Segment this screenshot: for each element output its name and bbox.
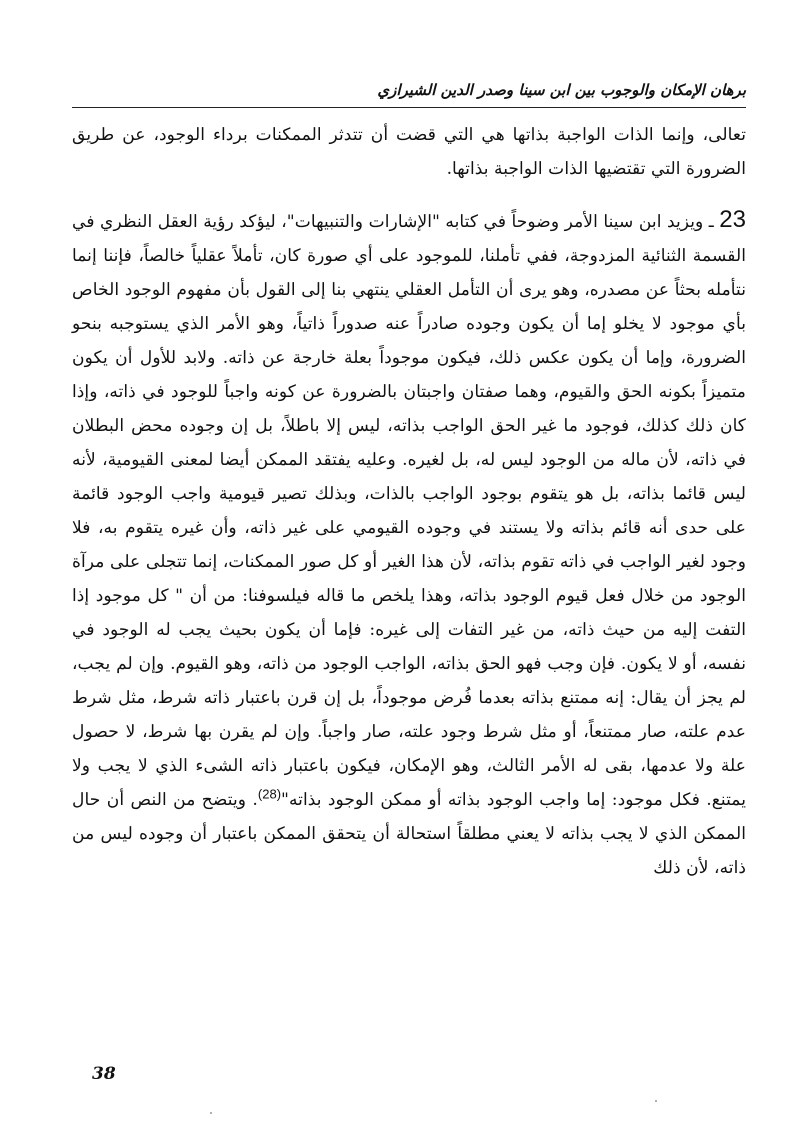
paragraph-2-text: ـ ويزيد ابن سينا الأمر وضوحاً في كتابه "الإشارات والتنبيهات"، ليؤكد رؤية العقل النظري في القسمة الثنائية المزدوجة، ففي تأملنا، للموجود على أي صورة كان، تأملاً عقلياً خالصاً، فإننا إنما نتأمله بحثاً عن مصدره، وهو يرى أن التأمل العقلي ينتهي بنا إلى القول بأن مفهوم الوجود الخاص بأي موجود لا يخلو إما أن يكون وجوده صادراً عنه صدوراً ذاتياً، وهو الأمر الذي يستوجبه بنحو الضرورة، وإما أن يكون عكس ذلك، فيكون موجوداً بعلة خارجة عن ذاته. ولابد للأول أن يكون متميزاً بكونه الحق والقيوم، وهما صفتان واجبتان بالضرورة عن كونه واجباً للوجود في ذاته، وإذا كان ذلك كذلك، فوجود ما غير الحق الواجب بذاته، ليس إلا باطلاً، بل إن وجوده محض البطلان في ذاته، لأن ماله من الوجود ليس له، بل لغيره. وعليه يفتقد الممكن أيضا لمعنى القيومية، لأنه ليس قائما بذاته، بل هو يتقوم بوجود الواجب بالذات، وبذلك تصير قيومية واجب الوجود قائمة على حدى أنه قائم بذاته ولا يستند في وجوده القيومي على غير ذاته، وأن غيره يتقوم به، فلا وجود لغير الواجب في ذاته تقوم بذاته، لأن هذا الغير أو كل صور الممكنات، إنما تتجلى على مرآة الوجود من خلال فعل قيوم الوجود بذاته، وهذا يلخص ما قاله فيلسوفنا: من أن " كل موجود إذا التفت إليه من حيث ذاته، من غير التفات إلى غيره: فإما أن يكون بحيث يجب له الوجود في نفسه، أو لا يكون. فإن وجب فهو الحق بذاته، الواجب الوجود من ذاته، وهو القيوم. وإن لم يجب، لم يجز أن يقال: إنه ممتنع بذاته بعدما فُرض موجوداً، بل إن قرن باعتبار ذاته شرط، مثل شرط عدم علته، صار ممتنعاً، أو مثل شرط وجود علته، صار واجباً. وإن لم يقرن بها شرط، لا حصول علة ولا عدمها، بقى له الأمر الثالث، وهو الإمكان، فيكون باعتبار ذاته الشىء الذي لا يجب ولا يمتنع. فكل موجود: إما واجب الوجود بذاته أو ممكن الوجود بذاته" — [72, 212, 746, 810]
running-header-title: برهان الإمكان والوجوب بين ابن سينا وصدر الدين الشيرازي — [377, 81, 746, 99]
paragraph-1: تعالى، وإنما الذات الواجبة بذاتها هي التي قضت أن تتدثر الممكنات برداء الوجود، عن طريق الضرورة التي تقتضيها الذات الواجبة بذاتها. — [72, 125, 746, 179]
header-divider — [72, 107, 746, 108]
paragraph-2 — [72, 203, 746, 885]
footnote-reference: (28) — [257, 786, 282, 802]
scan-speck — [210, 1112, 212, 1114]
paragraph-number: 23 — [719, 206, 746, 233]
page-number: 38 — [92, 1064, 116, 1084]
paragraph-2-continuation: . ويتضح من النص أن حال الممكن الذي لا يجب بذاته لا يعني مطلقاً استحالة أن يتحقق الممكن باعتبار أن وجوده ليس من ذاته، لأن ذلك — [72, 790, 746, 878]
main-text-block — [72, 118, 746, 885]
scan-speck — [655, 1100, 657, 1102]
